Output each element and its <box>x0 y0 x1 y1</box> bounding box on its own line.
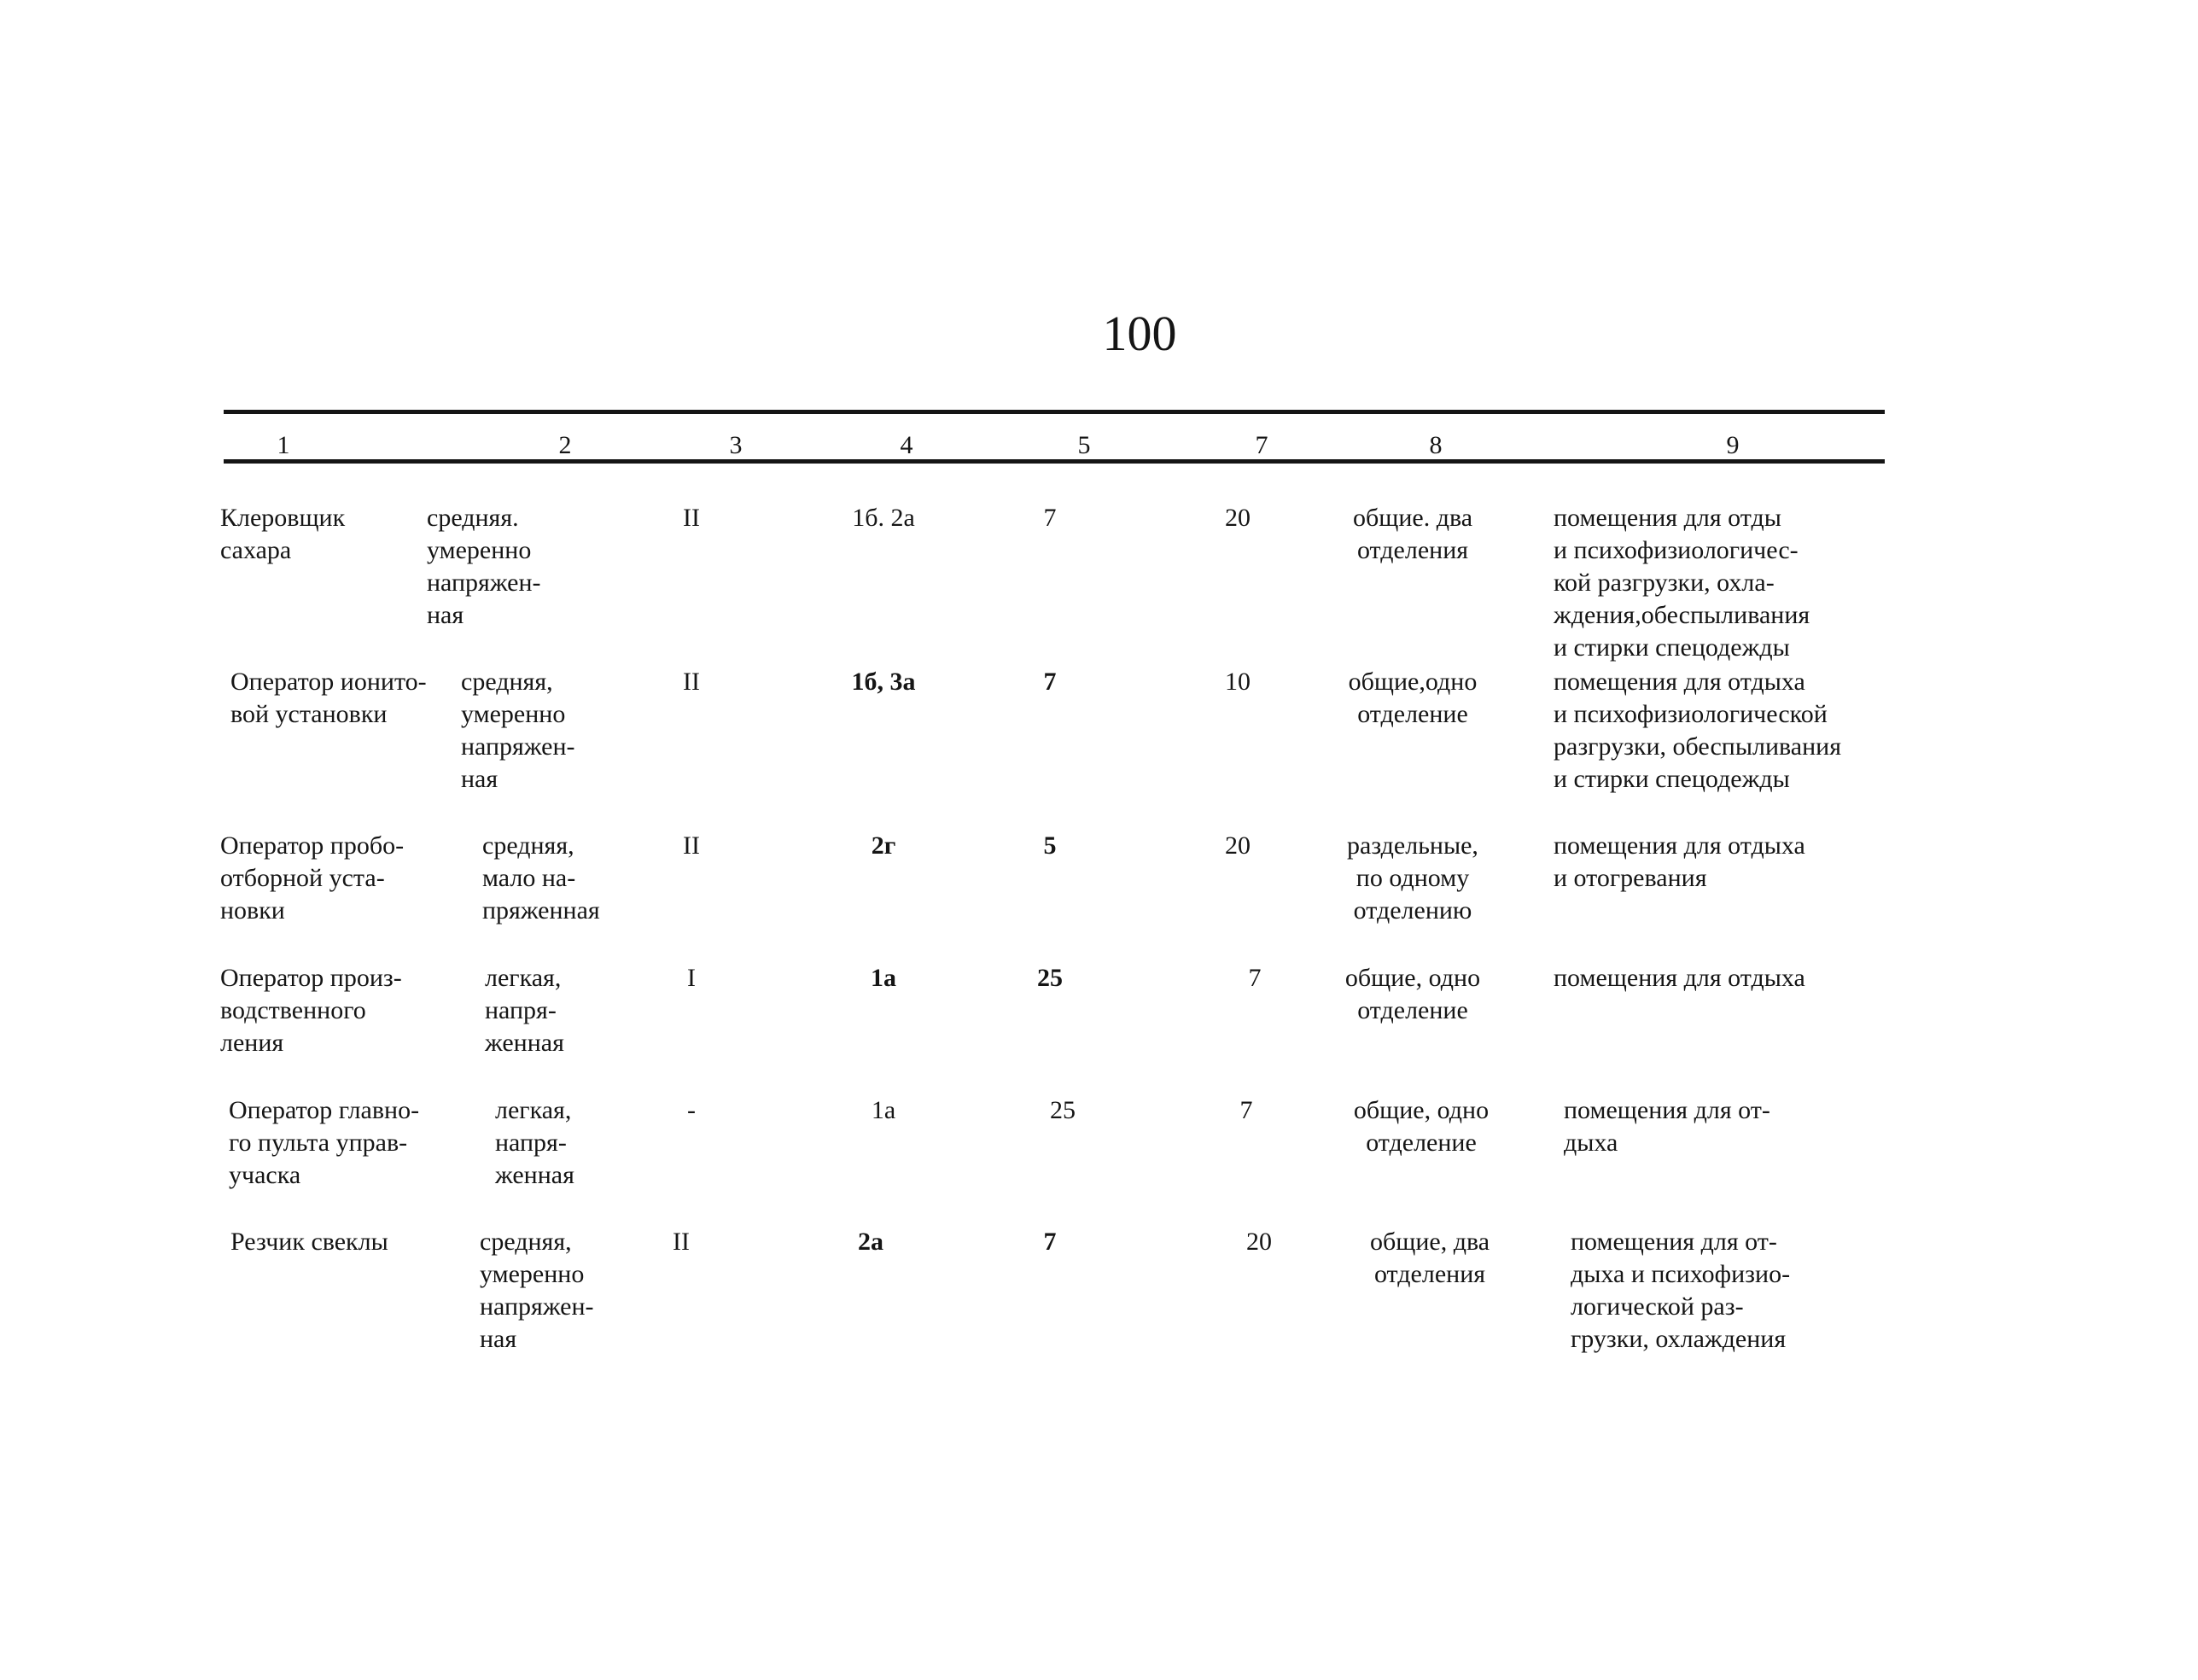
profession-cell: Оператор произ- водственного ления <box>220 964 402 1057</box>
wardrobe-cell: общие, два отделения <box>1369 1228 1490 1288</box>
profession-cell: Оператор ионито- вой установки <box>230 668 427 728</box>
profession-cell: Резчик свеклы <box>230 1228 388 1256</box>
subgroup-cell: 1б. 2а <box>852 504 915 532</box>
rooms-cell: помещения для отдыха и психофизиологической разгрузки, обеспыливания и стирки спецодежды <box>1554 668 1842 793</box>
header-col-3: 3 <box>729 431 743 459</box>
subgroup-cell: 2а <box>858 1228 883 1256</box>
rooms-cell: помещения для отдыха <box>1554 964 1805 992</box>
col5-cell: 25 <box>1037 964 1063 992</box>
wardrobe-cell: общие, одно отделение <box>1353 1096 1490 1157</box>
subgroup-cell: 1а <box>871 964 896 992</box>
group-cell: II <box>683 668 700 696</box>
group-cell: II <box>683 504 700 532</box>
subgroup-cell: 1б, 3а <box>851 668 916 696</box>
header-col-9: 9 <box>1726 431 1740 459</box>
table-top-rule <box>224 410 1885 414</box>
wardrobe-cell: общие,одно отделение <box>1348 668 1478 728</box>
col5-cell: 7 <box>1043 504 1057 532</box>
header-col-7: 7 <box>1255 431 1268 459</box>
col5-cell: 7 <box>1043 668 1057 696</box>
work-category-cell: легкая, напря- женная <box>485 964 564 1057</box>
group-cell: II <box>673 1228 690 1256</box>
group-cell: II <box>683 831 700 860</box>
column-numbers-header <box>224 431 1885 462</box>
rooms-cell: помещения для от- дыха <box>1564 1096 1770 1157</box>
wardrobe-cell: общие, одно отделение <box>1344 964 1481 1024</box>
header-col-8: 8 <box>1429 431 1443 459</box>
header-col-5: 5 <box>1077 431 1091 459</box>
table-header-rule <box>224 459 1885 464</box>
profession-cell: Клеровщик сахара <box>220 504 346 564</box>
wardrobe-cell: раздельные, по одному отделению <box>1347 831 1478 925</box>
col7-cell: 20 <box>1246 1228 1272 1256</box>
header-col-2: 2 <box>558 431 572 459</box>
col7-cell: 20 <box>1225 504 1251 532</box>
profession-cell: Оператор главно- го пульта управ- учаска <box>229 1096 420 1189</box>
group-cell: - <box>687 1096 696 1124</box>
col7-cell: 20 <box>1225 831 1251 860</box>
col7-cell: 7 <box>1239 1096 1253 1124</box>
work-category-cell: средняя, умеренно напряжен- ная <box>461 668 575 793</box>
work-category-cell: легкая, напря- женная <box>495 1096 574 1189</box>
rooms-cell: помещения для отдыха и отогревания <box>1554 831 1805 892</box>
col7-cell: 7 <box>1248 964 1262 992</box>
col5-cell: 7 <box>1043 1228 1057 1256</box>
col5-cell: 25 <box>1050 1096 1076 1124</box>
subgroup-cell: 1а <box>871 1096 896 1124</box>
group-cell: I <box>687 964 696 992</box>
rooms-cell: помещения для от- дыха и психофизио- логической раз- грузки, охлаждения <box>1571 1228 1791 1353</box>
page-number: 100 <box>1102 306 1177 361</box>
col7-cell: 10 <box>1225 668 1251 696</box>
subgroup-cell: 2г <box>871 831 896 860</box>
work-category-cell: средняя, умеренно напряжен- ная <box>480 1228 594 1353</box>
header-col-4: 4 <box>900 431 913 459</box>
col5-cell: 5 <box>1043 831 1057 860</box>
work-category-cell: средняя, мало на- пряженная <box>482 831 600 925</box>
work-category-cell: средняя. умеренно напряжен- ная <box>427 504 541 629</box>
header-col-1: 1 <box>277 431 290 459</box>
rooms-cell: помещения для отды и психофизиологичес- кой разгрузки, охла- ждения,обеспыливания и стирки спецодежды <box>1554 504 1810 662</box>
wardrobe-cell: общие. два отделения <box>1352 504 1473 564</box>
profession-cell: Оператор пробо- отборной уста- новки <box>220 831 405 925</box>
